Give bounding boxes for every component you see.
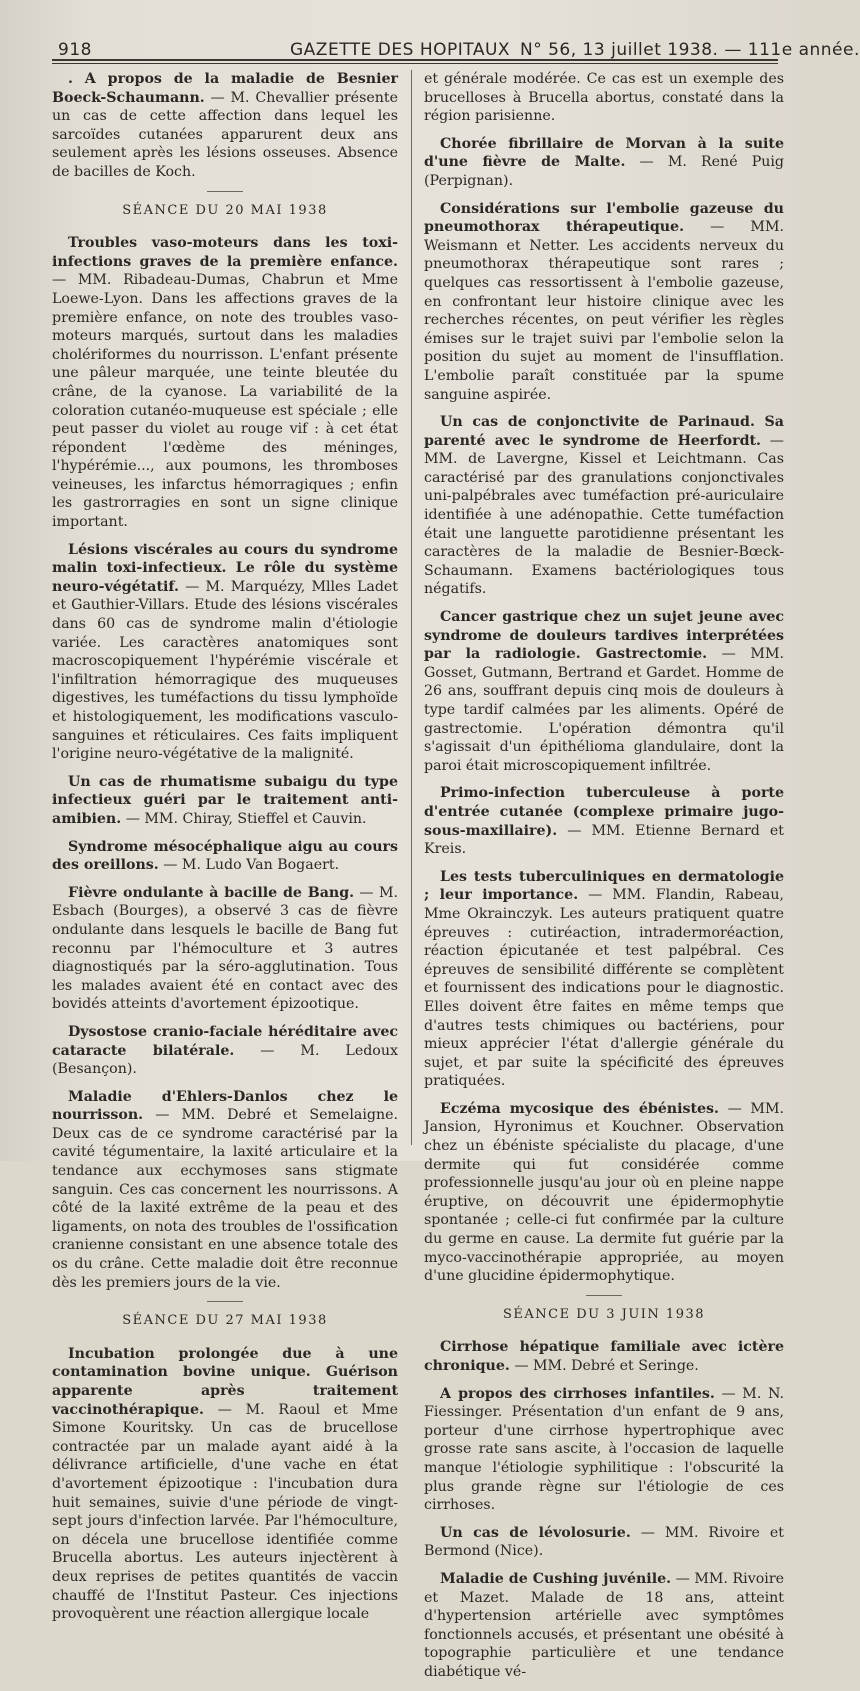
article-incubation: Incubation prolongée due à une contamination bovine unique. Guérison apparente après traitement vaccinothérapique. — M. Raoul et Mme Simone Kouritsky. Un cas de brucellose contractée par un malade ayant aidé à la délivrance artificielle, d'une vache en état d'avortement épizootique : l'incubation dura huit semaines, suivie d'une période de vingt-sept jours d'infection larvée. Par l'hémoculture, on décela une brucellose identifiée comme Brucella abortus. Les auteurs injectèrent à deux reprises de petites quantités de vaccin chauffé de l'Institut Pasteur. Ces injections provoquèrent une réaction allergique locale xyxy=(52,1345,398,1623)
article-syndrome: Syndrome mésocéphalique aigu au cours des oreillons. — M. Ludo Van Bogaert. xyxy=(52,838,398,874)
article-fievre: Fièvre ondulante à bacille de Bang. — M. Esbach (Bourges), a observé 3 cas de fièvre ondulante dans lesquels le bacille de Bang fut reconnu par l'hémoculture et 3 autres diagnostiqués par la séro-agglutination. Tous les malades avaient été en contact avec des bovidés atteints d'avortement épizootique. xyxy=(52,884,398,1013)
article-continuation: et générale modérée. Ce cas est un exemple des brucelloses à Brucella abortus, constaté dans la région parisienne. xyxy=(424,71,784,125)
article-cirrhose: Cirrhose hépatique familiale avec ictère chronique. — MM. Debré et Seringe. xyxy=(424,1339,784,1374)
header-rule-thin xyxy=(52,63,778,64)
article-besnier: . A propos de la maladie de Besnier Boeck-Schaumann. — M. Chevallier présente un cas de cette affection dans lequel les sarcoïdes cutanées apparurent deux ans seulement après les lésions osseuses. Absence de bacilles de Koch. xyxy=(52,71,398,180)
article-ehlers: Maladie d'Ehlers-Danlos chez le nourrisson. — MM. Debré et Semelaigne. Deux cas de ce syndrome caractérisé par la cavité tégumentaire, la laxité articulaire et la tendance aux ecchymoses sans stigmate sanguin. Ces cas concernent les nourrissons. A côté de la laxité extrême de la peau et des ligaments, on nota des troubles de l'ossification cranienne consistant en une absence totale des os du crâne. Cette maladie doit être reconnue dès les premiers jours de la vie. xyxy=(52,1088,398,1291)
article-tests: Les tests tuberculiniques en dermatologie ; leur importance. — MM. Flandin, Rabeau, Mme Okrainczyk. Les auteurs pratiquent quatre épreuves : cutiréaction, intradermoréaction, réaction épicutanée et test palpébral. Ces épreuves de sensibilité différente se complètent et fournissent des indications pour le diagnostic. Elles doivent être faites en même temps que d'autres tests chimiques ou bactériens, pour mieux apprécier l'état d'allergie générale du sujet, et par suite la spécificité des épreuves pratiquées. xyxy=(424,868,784,1090)
article-eczema: Eczéma mycosique des ébénistes. — MM. Jansion, Hyronimus et Kouchner. Observation chez un ébéniste spécialiste du placage, d'une dermite qui fut considérée comme professionnelle jusqu'au jour où en pleine nappe éruptive, on découvrit une épidermophytie spontanée ; celle-ci fut confirmée par la culture du germe en cause. La dermite fut guérie par la myco-vaccinothérapie appropriée, au moyen d'une glucidine épidermophytique. xyxy=(424,1100,784,1285)
separator xyxy=(207,191,243,192)
running-header xyxy=(50,32,860,62)
page-number: 918 xyxy=(58,40,92,60)
session-heading: SÉANCE DU 3 JUIN 1938 xyxy=(502,1306,706,1322)
article-primo-infection: Primo-infection tuberculeuse à porte d'entrée cutanée (complexe primaire jugo-sous-maxillaire). — MM. Etienne Bernard et Kreis. xyxy=(424,785,784,858)
article-dysostose: Dysostose cranio-faciale héréditaire avec cataracte bilatérale. — M. Ledoux (Besançon). xyxy=(52,1023,398,1078)
article-cancer: Cancer gastrique chez un sujet jeune avec syndrome de douleurs tardives interprétées par la radiologie. Gastrectomie. — MM. Gosset, Gutmann, Bertrand et Gardet. Homme de 26 ans, souffrant depuis cinq mois de douleurs à type tardif calmées par les aliments. Opéré de gastrectomie. L'opération démontra qu'il s'agissait d'un épithélioma glandulaire, dont la paroi était microscopiquement infiltrée. xyxy=(424,609,784,774)
issue-info: N° 56, 13 juillet 1938. — 111e année. xyxy=(520,40,860,60)
article-choree: Chorée fibrillaire de Morvan à la suite d'une fièvre de Malte. — M. René Puig (Perpignan). xyxy=(424,135,785,189)
article-cushing: Maladie de Cushing juvénile. — MM. Rivoire et Mazet. Malade de 18 ans, atteint d'hypertension artérielle avec symptômes fonctionnels accusés, et présentant une obésité à topographie particulière et une tendance diabétique vé- xyxy=(424,1570,784,1680)
separator xyxy=(586,1295,622,1296)
article-rhumatisme: Un cas de rhumatisme subaigu du type infectieux guéri par le traitement anti-amibien. — MM. Chiray, Stieffel et Cauvin. xyxy=(52,773,398,827)
separator xyxy=(207,1301,243,1302)
article-cirrhoses-infantiles: A propos des cirrhoses infantiles. — M. N. Fiessinger. Présentation d'un enfant de 9 ans, porteur d'une cirrhose hypertrophique avec grosse rate sans ascite, à l'occasion de laquelle manque l'étiologie syphilitique : l'obscurité la plus grande règne sur l'étiologie de ces cirrhoses. xyxy=(424,1385,784,1514)
right-column xyxy=(424,70,784,1691)
column-divider xyxy=(411,70,412,1145)
article-levolosurie: Un cas de lévolosurie. — MM. Rivoire et Bermond (Nice). xyxy=(424,1524,784,1560)
header-rule xyxy=(52,59,778,61)
article-embolie: Considérations sur l'embolie gazeuse du pneumothorax thérapeutique. — MM. Weismann et Netter. Les accidents nerveux du pneumothorax thérapeutique sont rares ; quelques cas ressortissent à l'embolie gazeuse, en confrontant leur histoire clinique avec les recherches récentes, on peut vérifier les règles émises sur le trajet suivi par l'embolie selon la position du sujet au moment de l'insufflation. L'embolie paraît constituée par la spume sanguine aspirée. xyxy=(424,200,784,403)
journal-title: GAZETTE DES HOPITAUX xyxy=(290,40,511,60)
article-conjonctivite: Un cas de conjonctivite de Parinaud. Sa parenté avec le syndrome de Heerfordt. — MM. de Lavergne, Kissel et Leichtmann. Cas caractérisé par des granulations conjonctivales uni-palpébrales avec tuméfaction pré-auriculaire identifiée à une adénopathie. Cette tuméfaction était une languette parotidienne présentant les caractères de la maladie de Besnier-Bœck-Schaumann. Examens bactériologiques tous négatifs. xyxy=(424,414,784,598)
session-heading: SÉANCE DU 27 MAI 1938 xyxy=(122,1313,328,1329)
session-heading: SÉANCE DU 20 MAI 1938 xyxy=(122,202,328,218)
article-lesions: Lésions viscérales au cours du syndrome malin toxi-infectieux. Le rôle du système neuro-végétatif. — M. Marquézy, Mlles Ladet et Gauthier-Villars. Etude des lésions viscérales dans 60 cas de syndrome malin d'étiologie variée. Les caractères anatomiques sont macroscopiquement l'hypérémie viscérale et l'infiltration hémorragique des muqueuses digestives, les tuméfactions du tissu lymphoïde et histologiquement, les modifications vasculo-sanguines et réticulaires. Ces faits impliquent l'origine neuro-végétative de la malignité. xyxy=(52,541,398,763)
left-column xyxy=(52,70,398,1633)
article-troubles: Troubles vaso-moteurs dans les toxi-infections graves de la première enfance. — MM. Ribadeau-Dumas, Chabrun et Mme Loewe-Lyon. Dans les affections graves de la première enfance, on note des troubles vaso-moteurs marqués, surtout dans les maladies cholériformes du nourrisson. L'enfant présente une pâleur marquée, une teinte bleutée du crâne, de la cyanose. La variabilité de la coloration cutanéo-muqueuse est spéciale ; elle peut passer du violet au rouge vif : à cet état répondent l'œdème des méninges, l'hypérémie..., aux poumons, les thromboses veineuses, les infarctus hémorragiques ; enfin les gastrorragies en sont un signe clinique important. xyxy=(52,235,398,531)
